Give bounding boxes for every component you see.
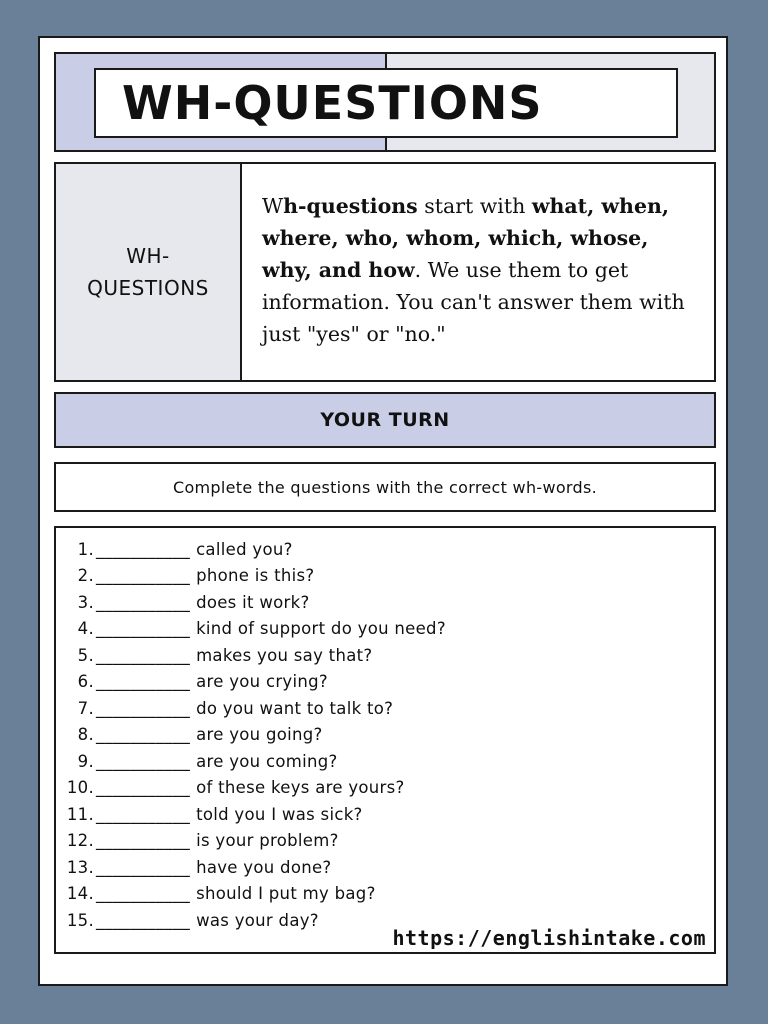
title-box: [94, 68, 678, 138]
answer-blank[interactable]: ___________: [96, 566, 191, 586]
question-item: [56, 669, 714, 696]
definition-text: [242, 164, 714, 380]
question-item: [56, 801, 714, 828]
answer-blank[interactable]: ___________: [96, 539, 191, 559]
question-text: kind of support do you need?: [196, 619, 446, 639]
question-item: [56, 536, 714, 563]
question-item: [56, 616, 714, 643]
question-text: have you done?: [196, 857, 332, 877]
page-title: WH-QUESTIONS: [122, 76, 543, 130]
question-text: told you I was sick?: [196, 804, 363, 824]
question-text: phone is this?: [196, 566, 315, 586]
question-item: [56, 563, 714, 590]
question-text: of these keys are yours?: [196, 778, 405, 798]
answer-blank[interactable]: ___________: [96, 619, 191, 639]
question-number: 4.: [77, 619, 94, 639]
question-number: 5.: [77, 645, 94, 665]
answer-blank[interactable]: ___________: [96, 645, 191, 665]
answer-blank[interactable]: ___________: [96, 857, 191, 877]
instruction-text: Complete the questions with the correct wh-words.: [54, 462, 716, 512]
question-text: do you want to talk to?: [196, 698, 394, 718]
question-number: 15.: [66, 910, 94, 930]
question-number: 2.: [77, 566, 94, 586]
question-text: called you?: [196, 539, 293, 559]
question-item: [56, 775, 714, 802]
question-item: [56, 695, 714, 722]
definition-text-part2: start with: [417, 194, 532, 218]
question-text: are you going?: [196, 725, 323, 745]
question-number: 9.: [77, 751, 94, 771]
source-url: https://englishintake.com: [392, 926, 706, 950]
answer-blank[interactable]: ___________: [96, 778, 191, 798]
answer-blank[interactable]: ___________: [96, 698, 191, 718]
answer-blank[interactable]: ___________: [96, 592, 191, 612]
definition-text-part1: W: [262, 194, 284, 218]
definition-row: [54, 162, 716, 382]
question-item: [56, 722, 714, 749]
questions-list: [56, 528, 714, 934]
question-number: 12.: [66, 831, 94, 851]
question-number: 11.: [66, 804, 94, 824]
question-item: [56, 881, 714, 908]
question-text: does it work?: [196, 592, 310, 612]
question-item: [56, 589, 714, 616]
answer-blank[interactable]: ___________: [96, 804, 191, 824]
question-text: was your day?: [196, 910, 319, 930]
question-number: 13.: [66, 857, 94, 877]
question-item: [56, 854, 714, 881]
question-text: makes you say that?: [196, 645, 373, 665]
answer-blank[interactable]: ___________: [96, 884, 191, 904]
question-item: [56, 828, 714, 855]
question-number: 10.: [66, 778, 94, 798]
question-text: should I put my bag?: [196, 884, 376, 904]
question-number: 6.: [77, 672, 94, 692]
question-text: are you crying?: [196, 672, 328, 692]
question-number: 7.: [77, 698, 94, 718]
answer-blank[interactable]: ___________: [96, 831, 191, 851]
questions-box: [54, 526, 716, 954]
question-number: 8.: [77, 725, 94, 745]
title-band: [54, 52, 716, 152]
question-number: 1.: [77, 539, 94, 559]
definition-text-words: what, when, where, who, whom, which, whose, why, and how: [262, 194, 670, 282]
your-turn-heading: YOUR TURN: [54, 392, 716, 448]
question-number: 3.: [77, 592, 94, 612]
definition-text-term: h-questions: [283, 194, 418, 218]
definition-label-line1: WH-: [126, 244, 170, 268]
definition-label-line2: QUESTIONS: [87, 276, 209, 300]
definition-text-part4: . We use them to get information. You can't answer them with just "yes" or "no.": [262, 258, 685, 346]
question-text: are you coming?: [196, 751, 338, 771]
answer-blank[interactable]: ___________: [96, 910, 191, 930]
answer-blank[interactable]: ___________: [96, 672, 191, 692]
worksheet-page: [38, 36, 728, 986]
question-number: 14.: [66, 884, 94, 904]
question-item: [56, 748, 714, 775]
question-item: [56, 642, 714, 669]
answer-blank[interactable]: ___________: [96, 751, 191, 771]
answer-blank[interactable]: ___________: [96, 725, 191, 745]
definition-label: [56, 164, 242, 380]
question-text: is your problem?: [196, 831, 339, 851]
